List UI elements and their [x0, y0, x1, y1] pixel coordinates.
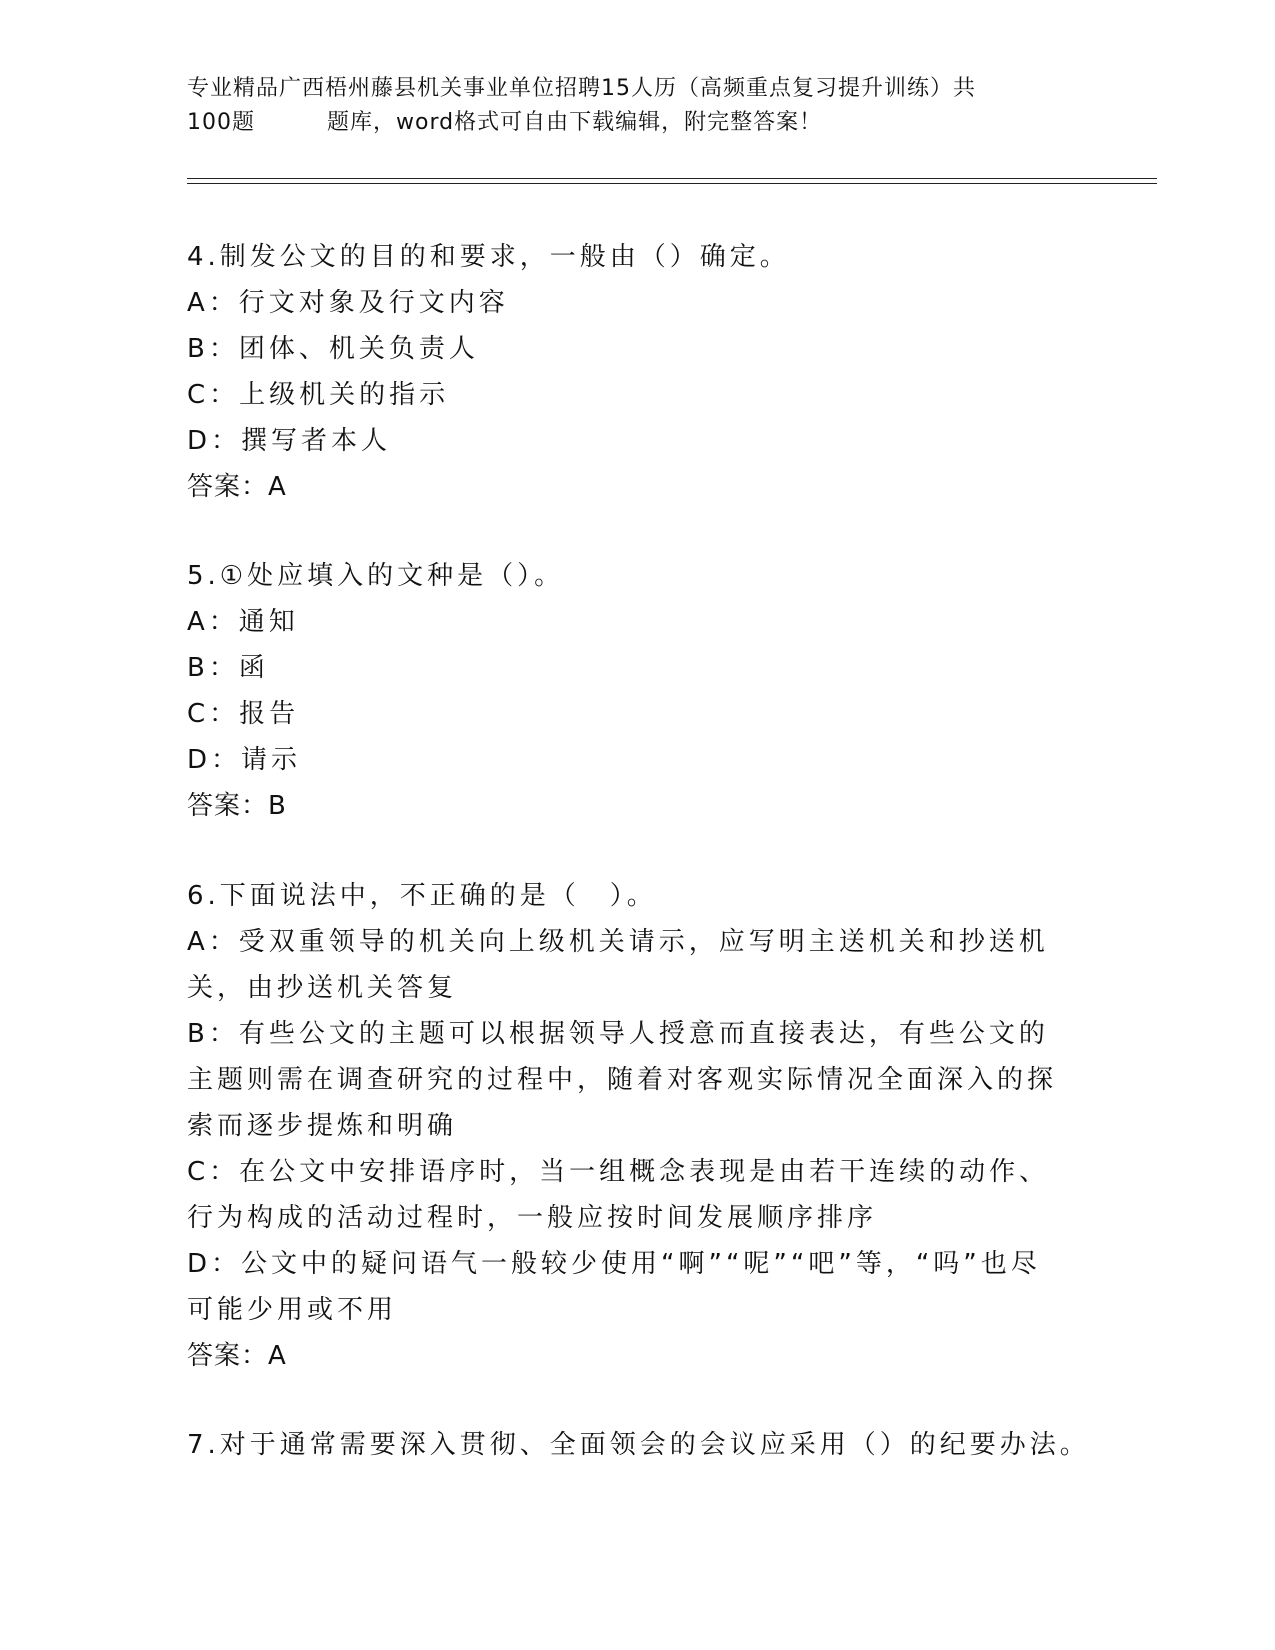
answer: 答案：B: [187, 791, 287, 821]
header-title-line1: 专业精品广西梧州藤县机关事业单位招聘15人历（高频重点复习提升训练）共: [187, 76, 976, 101]
header-title-line2: [187, 106, 1087, 140]
header-divider-bottom: [187, 183, 1157, 184]
option-b: B：有些公文的主题可以根据领导人授意而直接表达，有些公文的主题则需在调查研究的过程中，随着对客观实际情况全面深入的探索而逐步提炼和明确: [187, 1019, 1058, 1141]
option-b: B：函: [187, 653, 269, 683]
question-7: [187, 1422, 1090, 1468]
question-stem: 7.对于通常需要深入贯彻、全面领会的会议应采用（）的纪要办法。: [187, 1430, 1090, 1460]
option-c: C：报告: [187, 699, 300, 729]
question-stem: 6.下面说法中，不正确的是（ ）。: [187, 881, 657, 911]
option-c: C：在公文中安排语序时，当一组概念表现是由若干连续的动作、行为构成的活动过程时，一般应按时间发展顺序排序: [187, 1157, 1050, 1233]
header-divider-top: [187, 178, 1157, 179]
answer: 答案：A: [187, 472, 287, 502]
question-6: [187, 873, 1087, 1379]
question-5: [187, 553, 1087, 829]
option-a: A：受双重领导的机关向上级机关请示，应写明主送机关和抄送机关，由抄送机关答复: [187, 927, 1049, 1003]
option-a: A：行文对象及行文内容: [187, 288, 509, 318]
header-description: 题库，word格式可自由下载编辑，附完整答案！: [327, 110, 823, 135]
option-a: A：通知: [187, 607, 299, 637]
option-d: D：请示: [187, 745, 302, 775]
question-4: [187, 234, 1087, 510]
question-count: 100题: [187, 110, 255, 135]
question-stem: 5.①处应填入的文种是（）。: [187, 561, 565, 591]
option-b: B：团体、机关负责人: [187, 334, 479, 364]
option-d: D：撰写者本人: [187, 426, 392, 456]
option-c: C：上级机关的指示: [187, 380, 450, 410]
option-d: D：公文中的疑问语气一般较少使用“啊”“呢”“吧”等，“吗”也尽可能少用或不用: [187, 1249, 1041, 1325]
question-stem: 4.制发公文的目的和要求，一般由（）确定。: [187, 242, 790, 272]
document-header: [187, 72, 1087, 140]
answer: 答案：A: [187, 1341, 287, 1371]
